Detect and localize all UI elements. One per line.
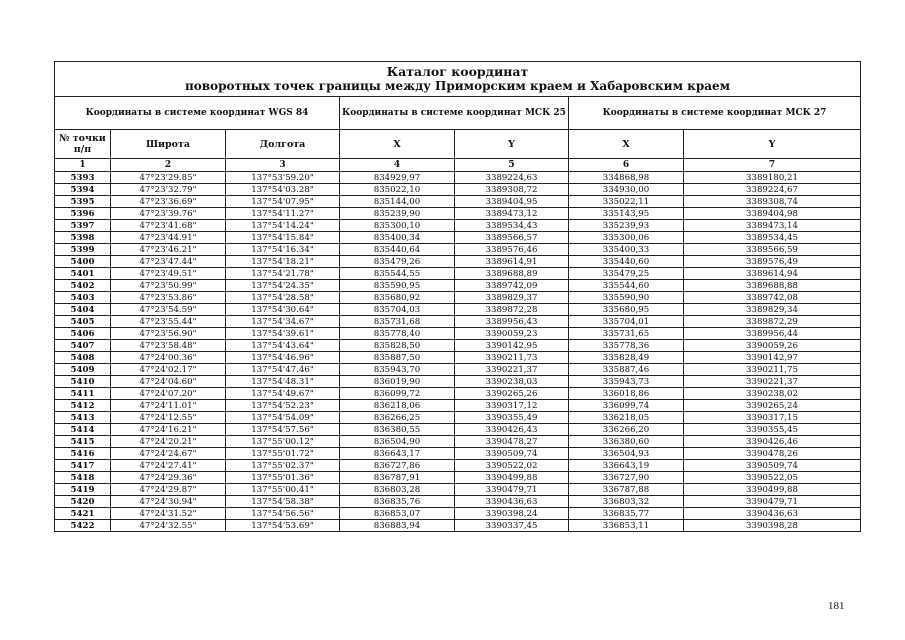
cell-latitude: 47°23'32.79" (111, 184, 226, 196)
cell-latitude: 47°24'29.36" (111, 472, 226, 484)
cell-y-msk25: 3390265,26 (455, 388, 569, 400)
cell-x-msk27: 335680,95 (569, 304, 684, 316)
cell-y-msk27: 3390265,24 (684, 400, 861, 412)
cell-longitude: 137°54'18.21" (226, 256, 340, 268)
cell-y-msk25: 3390337,45 (455, 520, 569, 532)
cell-longitude: 137°54'53.69" (226, 520, 340, 532)
cell-x-msk25: 836727,86 (340, 460, 455, 472)
cell-y-msk25: 3390355,49 (455, 412, 569, 424)
cell-x-msk25: 835590,95 (340, 280, 455, 292)
cell-latitude: 47°23'54.59" (111, 304, 226, 316)
cell-x-msk25: 836883,94 (340, 520, 455, 532)
cell-y-msk25: 3390509,74 (455, 448, 569, 460)
cell-y-msk27: 3390478,26 (684, 448, 861, 460)
cell-y-msk25: 3389614,91 (455, 256, 569, 268)
cell-longitude: 137°54'30.64" (226, 304, 340, 316)
cell-y-msk25: 3390059,23 (455, 328, 569, 340)
cell-x-msk25: 835400,34 (340, 232, 455, 244)
cell-latitude: 47°24'00.36" (111, 352, 226, 364)
cell-y-msk25: 3389566,57 (455, 232, 569, 244)
cell-y-msk27: 3389224,67 (684, 184, 861, 196)
cell-x-msk25: 836643,17 (340, 448, 455, 460)
cell-y-msk25: 3390426,43 (455, 424, 569, 436)
cell-point-number: 5403 (55, 292, 111, 304)
cell-point-number: 5397 (55, 220, 111, 232)
cell-x-msk27: 335143,95 (569, 208, 684, 220)
cell-latitude: 47°23'41.68" (111, 220, 226, 232)
table-row (55, 268, 861, 280)
cell-y-msk27: 3389614,94 (684, 268, 861, 280)
cell-y-msk27: 3389473,14 (684, 220, 861, 232)
cell-latitude: 47°23'46.21" (111, 244, 226, 256)
cell-y-msk27: 3389534,45 (684, 232, 861, 244)
table-row (55, 496, 861, 508)
cell-y-msk25: 3389308,72 (455, 184, 569, 196)
cell-point-number: 5402 (55, 280, 111, 292)
table-row (55, 304, 861, 316)
cell-y-msk27: 3390142,97 (684, 352, 861, 364)
cell-point-number: 5393 (55, 172, 111, 184)
cell-x-msk27: 336504,93 (569, 448, 684, 460)
cell-x-msk25: 834929,97 (340, 172, 455, 184)
cell-y-msk25: 3389688,89 (455, 268, 569, 280)
cell-latitude: 47°23'47.44" (111, 256, 226, 268)
cell-x-msk25: 835239,90 (340, 208, 455, 220)
cell-x-msk25: 836787,91 (340, 472, 455, 484)
cell-point-number: 5412 (55, 400, 111, 412)
table-row (55, 316, 861, 328)
table-row (55, 220, 861, 232)
catalog-title-cell (55, 62, 861, 97)
cell-longitude: 137°54'39.61" (226, 328, 340, 340)
cell-point-number: 5411 (55, 388, 111, 400)
cell-y-msk25: 3389404,95 (455, 196, 569, 208)
table-row (55, 292, 861, 304)
table-row (55, 520, 861, 532)
cell-longitude: 137°54'48.31" (226, 376, 340, 388)
cell-x-msk25: 836835,76 (340, 496, 455, 508)
cell-y-msk27: 3389688,88 (684, 280, 861, 292)
cell-latitude: 47°23'56.90" (111, 328, 226, 340)
cell-x-msk27: 336787,88 (569, 484, 684, 496)
table-row (55, 484, 861, 496)
table-row (55, 508, 861, 520)
cell-x-msk27: 336803,32 (569, 496, 684, 508)
cell-point-number: 5420 (55, 496, 111, 508)
cell-longitude: 137°54'57.56" (226, 424, 340, 436)
cell-x-msk25: 836099,72 (340, 388, 455, 400)
cell-x-msk27: 336380,60 (569, 436, 684, 448)
cell-point-number: 5404 (55, 304, 111, 316)
cell-x-msk27: 336835,77 (569, 508, 684, 520)
table-row (55, 400, 861, 412)
group-header-wgs84: Координаты в системе координат WGS 84 (55, 97, 340, 130)
cell-x-msk27: 336643,19 (569, 460, 684, 472)
cell-longitude: 137°54'16.34" (226, 244, 340, 256)
cell-x-msk25: 836019,90 (340, 376, 455, 388)
cell-x-msk25: 836380,55 (340, 424, 455, 436)
cell-y-msk25: 3389742,09 (455, 280, 569, 292)
column-number: 4 (340, 159, 455, 172)
cell-point-number: 5399 (55, 244, 111, 256)
cell-longitude: 137°54'24.35" (226, 280, 340, 292)
cell-point-number: 5414 (55, 424, 111, 436)
column-number: 5 (455, 159, 569, 172)
cell-point-number: 5415 (55, 436, 111, 448)
table-row (55, 172, 861, 184)
cell-y-msk25: 3390211,73 (455, 352, 569, 364)
cell-point-number: 5396 (55, 208, 111, 220)
cell-y-msk27: 3390499,88 (684, 484, 861, 496)
cell-y-msk27: 3389829,34 (684, 304, 861, 316)
cell-longitude: 137°54'52.23" (226, 400, 340, 412)
cell-y-msk25: 3390221,37 (455, 364, 569, 376)
cell-y-msk27: 3390479,71 (684, 496, 861, 508)
cell-y-msk25: 3390522,02 (455, 460, 569, 472)
table-row (55, 352, 861, 364)
cell-longitude: 137°54'54.09" (226, 412, 340, 424)
column-number: 7 (684, 159, 861, 172)
cell-x-msk27: 335828,49 (569, 352, 684, 364)
table-row (55, 472, 861, 484)
table-row (55, 328, 861, 340)
cell-longitude: 137°54'03.28" (226, 184, 340, 196)
cell-x-msk27: 335731,65 (569, 328, 684, 340)
cell-y-msk25: 3389534,43 (455, 220, 569, 232)
cell-x-msk25: 835440,64 (340, 244, 455, 256)
cell-latitude: 47°24'02.17" (111, 364, 226, 376)
cell-x-msk27: 336218,05 (569, 412, 684, 424)
cell-longitude: 137°55'01.72" (226, 448, 340, 460)
cell-x-msk25: 836504,90 (340, 436, 455, 448)
cell-point-number: 5406 (55, 328, 111, 340)
column-number: 3 (226, 159, 340, 172)
cell-latitude: 47°24'16.21" (111, 424, 226, 436)
cell-x-msk27: 335544,60 (569, 280, 684, 292)
cell-latitude: 47°23'29.85" (111, 172, 226, 184)
cell-x-msk27: 336266,20 (569, 424, 684, 436)
cell-y-msk25: 3389473,12 (455, 208, 569, 220)
cell-y-msk25: 3389224,63 (455, 172, 569, 184)
cell-x-msk27: 336099,74 (569, 400, 684, 412)
cell-y-msk25: 3389576,46 (455, 244, 569, 256)
cell-longitude: 137°55'01.36" (226, 472, 340, 484)
cell-y-msk27: 3390238,02 (684, 388, 861, 400)
cell-y-msk25: 3390238,03 (455, 376, 569, 388)
table-row (55, 412, 861, 424)
cell-latitude: 47°24'20.21" (111, 436, 226, 448)
cell-latitude: 47°23'50.99" (111, 280, 226, 292)
cell-x-msk27: 336727,90 (569, 472, 684, 484)
cell-point-number: 5407 (55, 340, 111, 352)
cell-x-msk27: 335479,25 (569, 268, 684, 280)
column-header-y-msk27: Y (684, 130, 861, 159)
table-row (55, 280, 861, 292)
cell-y-msk27: 3390509,74 (684, 460, 861, 472)
cell-longitude: 137°55'02.37" (226, 460, 340, 472)
cell-x-msk25: 835144,00 (340, 196, 455, 208)
table-row (55, 364, 861, 376)
table-row (55, 256, 861, 268)
cell-point-number: 5405 (55, 316, 111, 328)
cell-x-msk25: 835943,70 (340, 364, 455, 376)
column-header-latitude: Широта (111, 130, 226, 159)
cell-longitude: 137°54'56.56" (226, 508, 340, 520)
cell-y-msk27: 3390221,37 (684, 376, 861, 388)
page-number: 181 (828, 600, 845, 612)
cell-longitude: 137°54'58.38" (226, 496, 340, 508)
cell-longitude: 137°55'00.12" (226, 436, 340, 448)
cell-y-msk27: 3389308,74 (684, 196, 861, 208)
cell-latitude: 47°23'39.76" (111, 208, 226, 220)
catalog-title: Каталог координат (386, 64, 529, 79)
cell-latitude: 47°24'30.94" (111, 496, 226, 508)
cell-latitude: 47°24'29.87" (111, 484, 226, 496)
cell-y-msk25: 3390398,24 (455, 508, 569, 520)
column-number: 6 (569, 159, 684, 172)
cell-latitude: 47°23'44.91" (111, 232, 226, 244)
cell-longitude: 137°54'11.27" (226, 208, 340, 220)
cell-point-number: 5395 (55, 196, 111, 208)
cell-y-msk27: 3389180,21 (684, 172, 861, 184)
cell-x-msk25: 836218,06 (340, 400, 455, 412)
cell-point-number: 5413 (55, 412, 111, 424)
cell-x-msk27: 335778,36 (569, 340, 684, 352)
table-row (55, 196, 861, 208)
cell-x-msk27: 335022,11 (569, 196, 684, 208)
cell-y-msk27: 3389872,29 (684, 316, 861, 328)
cell-point-number: 5400 (55, 256, 111, 268)
cell-point-number: 5422 (55, 520, 111, 532)
cell-x-msk25: 836803,28 (340, 484, 455, 496)
cell-x-msk27: 335300,06 (569, 232, 684, 244)
table-row (55, 244, 861, 256)
cell-x-msk27: 335590,90 (569, 292, 684, 304)
cell-latitude: 47°24'24.67" (111, 448, 226, 460)
cell-y-msk25: 3390478,27 (455, 436, 569, 448)
cell-latitude: 47°23'58.48" (111, 340, 226, 352)
table-row (55, 340, 861, 352)
cell-x-msk27: 336018,86 (569, 388, 684, 400)
table-row (55, 424, 861, 436)
column-header-x-msk25: X (340, 130, 455, 159)
cell-x-msk25: 835828,50 (340, 340, 455, 352)
cell-x-msk25: 836853,07 (340, 508, 455, 520)
cell-latitude: 47°23'36.69" (111, 196, 226, 208)
table-row (55, 448, 861, 460)
cell-x-msk25: 835479,26 (340, 256, 455, 268)
catalog-body (55, 172, 861, 532)
column-header-y-msk25: Y (455, 130, 569, 159)
cell-y-msk27: 3390355,45 (684, 424, 861, 436)
cell-x-msk25: 835680,92 (340, 292, 455, 304)
cell-y-msk25: 3389829,37 (455, 292, 569, 304)
cell-y-msk25: 3389872,28 (455, 304, 569, 316)
cell-x-msk25: 836266,25 (340, 412, 455, 424)
cell-y-msk27: 3390398,28 (684, 520, 861, 532)
cell-point-number: 5409 (55, 364, 111, 376)
cell-latitude: 47°23'55.44" (111, 316, 226, 328)
cell-latitude: 47°24'12.55" (111, 412, 226, 424)
cell-y-msk25: 3390436,63 (455, 496, 569, 508)
table-row (55, 436, 861, 448)
table-row (55, 388, 861, 400)
cell-x-msk27: 336853,11 (569, 520, 684, 532)
cell-y-msk25: 3390142,95 (455, 340, 569, 352)
cell-point-number: 5398 (55, 232, 111, 244)
column-header-longitude: Долгота (226, 130, 340, 159)
cell-point-number: 5394 (55, 184, 111, 196)
cell-longitude: 137°54'15.84" (226, 232, 340, 244)
cell-latitude: 47°24'32.55" (111, 520, 226, 532)
cell-x-msk25: 835300,10 (340, 220, 455, 232)
cell-longitude: 137°54'46.96" (226, 352, 340, 364)
cell-point-number: 5418 (55, 472, 111, 484)
cell-x-msk27: 335943,73 (569, 376, 684, 388)
cell-point-number: 5410 (55, 376, 111, 388)
column-number: 1 (55, 159, 111, 172)
cell-x-msk27: 334930,00 (569, 184, 684, 196)
cell-point-number: 5419 (55, 484, 111, 496)
cell-y-msk27: 3389404,98 (684, 208, 861, 220)
cell-x-msk25: 835778,40 (340, 328, 455, 340)
group-header-msk27: Координаты в системе координат МСК 27 (569, 97, 861, 130)
cell-y-msk27: 3390426,46 (684, 436, 861, 448)
cell-y-msk27: 3389576,49 (684, 256, 861, 268)
cell-y-msk25: 3390479,71 (455, 484, 569, 496)
cell-x-msk27: 335400,33 (569, 244, 684, 256)
table-row (55, 376, 861, 388)
column-header-point-no: № точки п/п (55, 130, 111, 159)
cell-longitude: 137°54'47.46" (226, 364, 340, 376)
cell-longitude: 137°54'28.58" (226, 292, 340, 304)
cell-point-number: 5421 (55, 508, 111, 520)
cell-longitude: 137°54'14.24" (226, 220, 340, 232)
cell-latitude: 47°23'53.86" (111, 292, 226, 304)
cell-longitude: 137°54'43.64" (226, 340, 340, 352)
cell-longitude: 137°54'34.67" (226, 316, 340, 328)
coordinate-catalog-table (54, 61, 861, 532)
cell-y-msk27: 3390059,26 (684, 340, 861, 352)
cell-x-msk27: 335704,01 (569, 316, 684, 328)
table-row (55, 208, 861, 220)
cell-y-msk27: 3390211,75 (684, 364, 861, 376)
cell-latitude: 47°24'04.60" (111, 376, 226, 388)
cell-y-msk27: 3390317,15 (684, 412, 861, 424)
cell-latitude: 47°24'31.52" (111, 508, 226, 520)
cell-x-msk27: 335239,93 (569, 220, 684, 232)
cell-x-msk25: 835887,50 (340, 352, 455, 364)
cell-longitude: 137°54'21.78" (226, 268, 340, 280)
group-header-msk25: Координаты в системе координат МСК 25 (340, 97, 569, 130)
column-number-row (55, 159, 861, 172)
cell-latitude: 47°23'49.51" (111, 268, 226, 280)
cell-y-msk25: 3390499,88 (455, 472, 569, 484)
cell-x-msk27: 335887,46 (569, 364, 684, 376)
cell-x-msk25: 835022,10 (340, 184, 455, 196)
cell-x-msk25: 835704,03 (340, 304, 455, 316)
cell-y-msk27: 3389956,44 (684, 328, 861, 340)
cell-y-msk25: 3389956,43 (455, 316, 569, 328)
cell-point-number: 5408 (55, 352, 111, 364)
cell-y-msk27: 3390436,63 (684, 508, 861, 520)
cell-y-msk27: 3390522,05 (684, 472, 861, 484)
catalog-subtitle: поворотных точек границы между Приморским краем и Хабаровским краем (184, 79, 731, 93)
cell-longitude: 137°55'00.41" (226, 484, 340, 496)
cell-longitude: 137°53'59.20" (226, 172, 340, 184)
cell-latitude: 47°24'11.01" (111, 400, 226, 412)
table-row (55, 184, 861, 196)
table-row (55, 232, 861, 244)
cell-point-number: 5416 (55, 448, 111, 460)
cell-longitude: 137°54'07.95" (226, 196, 340, 208)
cell-point-number: 5401 (55, 268, 111, 280)
cell-x-msk27: 334868,98 (569, 172, 684, 184)
cell-y-msk25: 3390317,12 (455, 400, 569, 412)
cell-point-number: 5417 (55, 460, 111, 472)
cell-y-msk27: 3389566,59 (684, 244, 861, 256)
cell-latitude: 47°24'27.41" (111, 460, 226, 472)
column-header-x-msk27: X (569, 130, 684, 159)
cell-x-msk25: 835731,68 (340, 316, 455, 328)
cell-x-msk25: 835544,55 (340, 268, 455, 280)
cell-longitude: 137°54'49.67" (226, 388, 340, 400)
cell-latitude: 47°24'07.20" (111, 388, 226, 400)
table-row (55, 460, 861, 472)
cell-y-msk27: 3389742,08 (684, 292, 861, 304)
column-number: 2 (111, 159, 226, 172)
cell-x-msk27: 335440,60 (569, 256, 684, 268)
